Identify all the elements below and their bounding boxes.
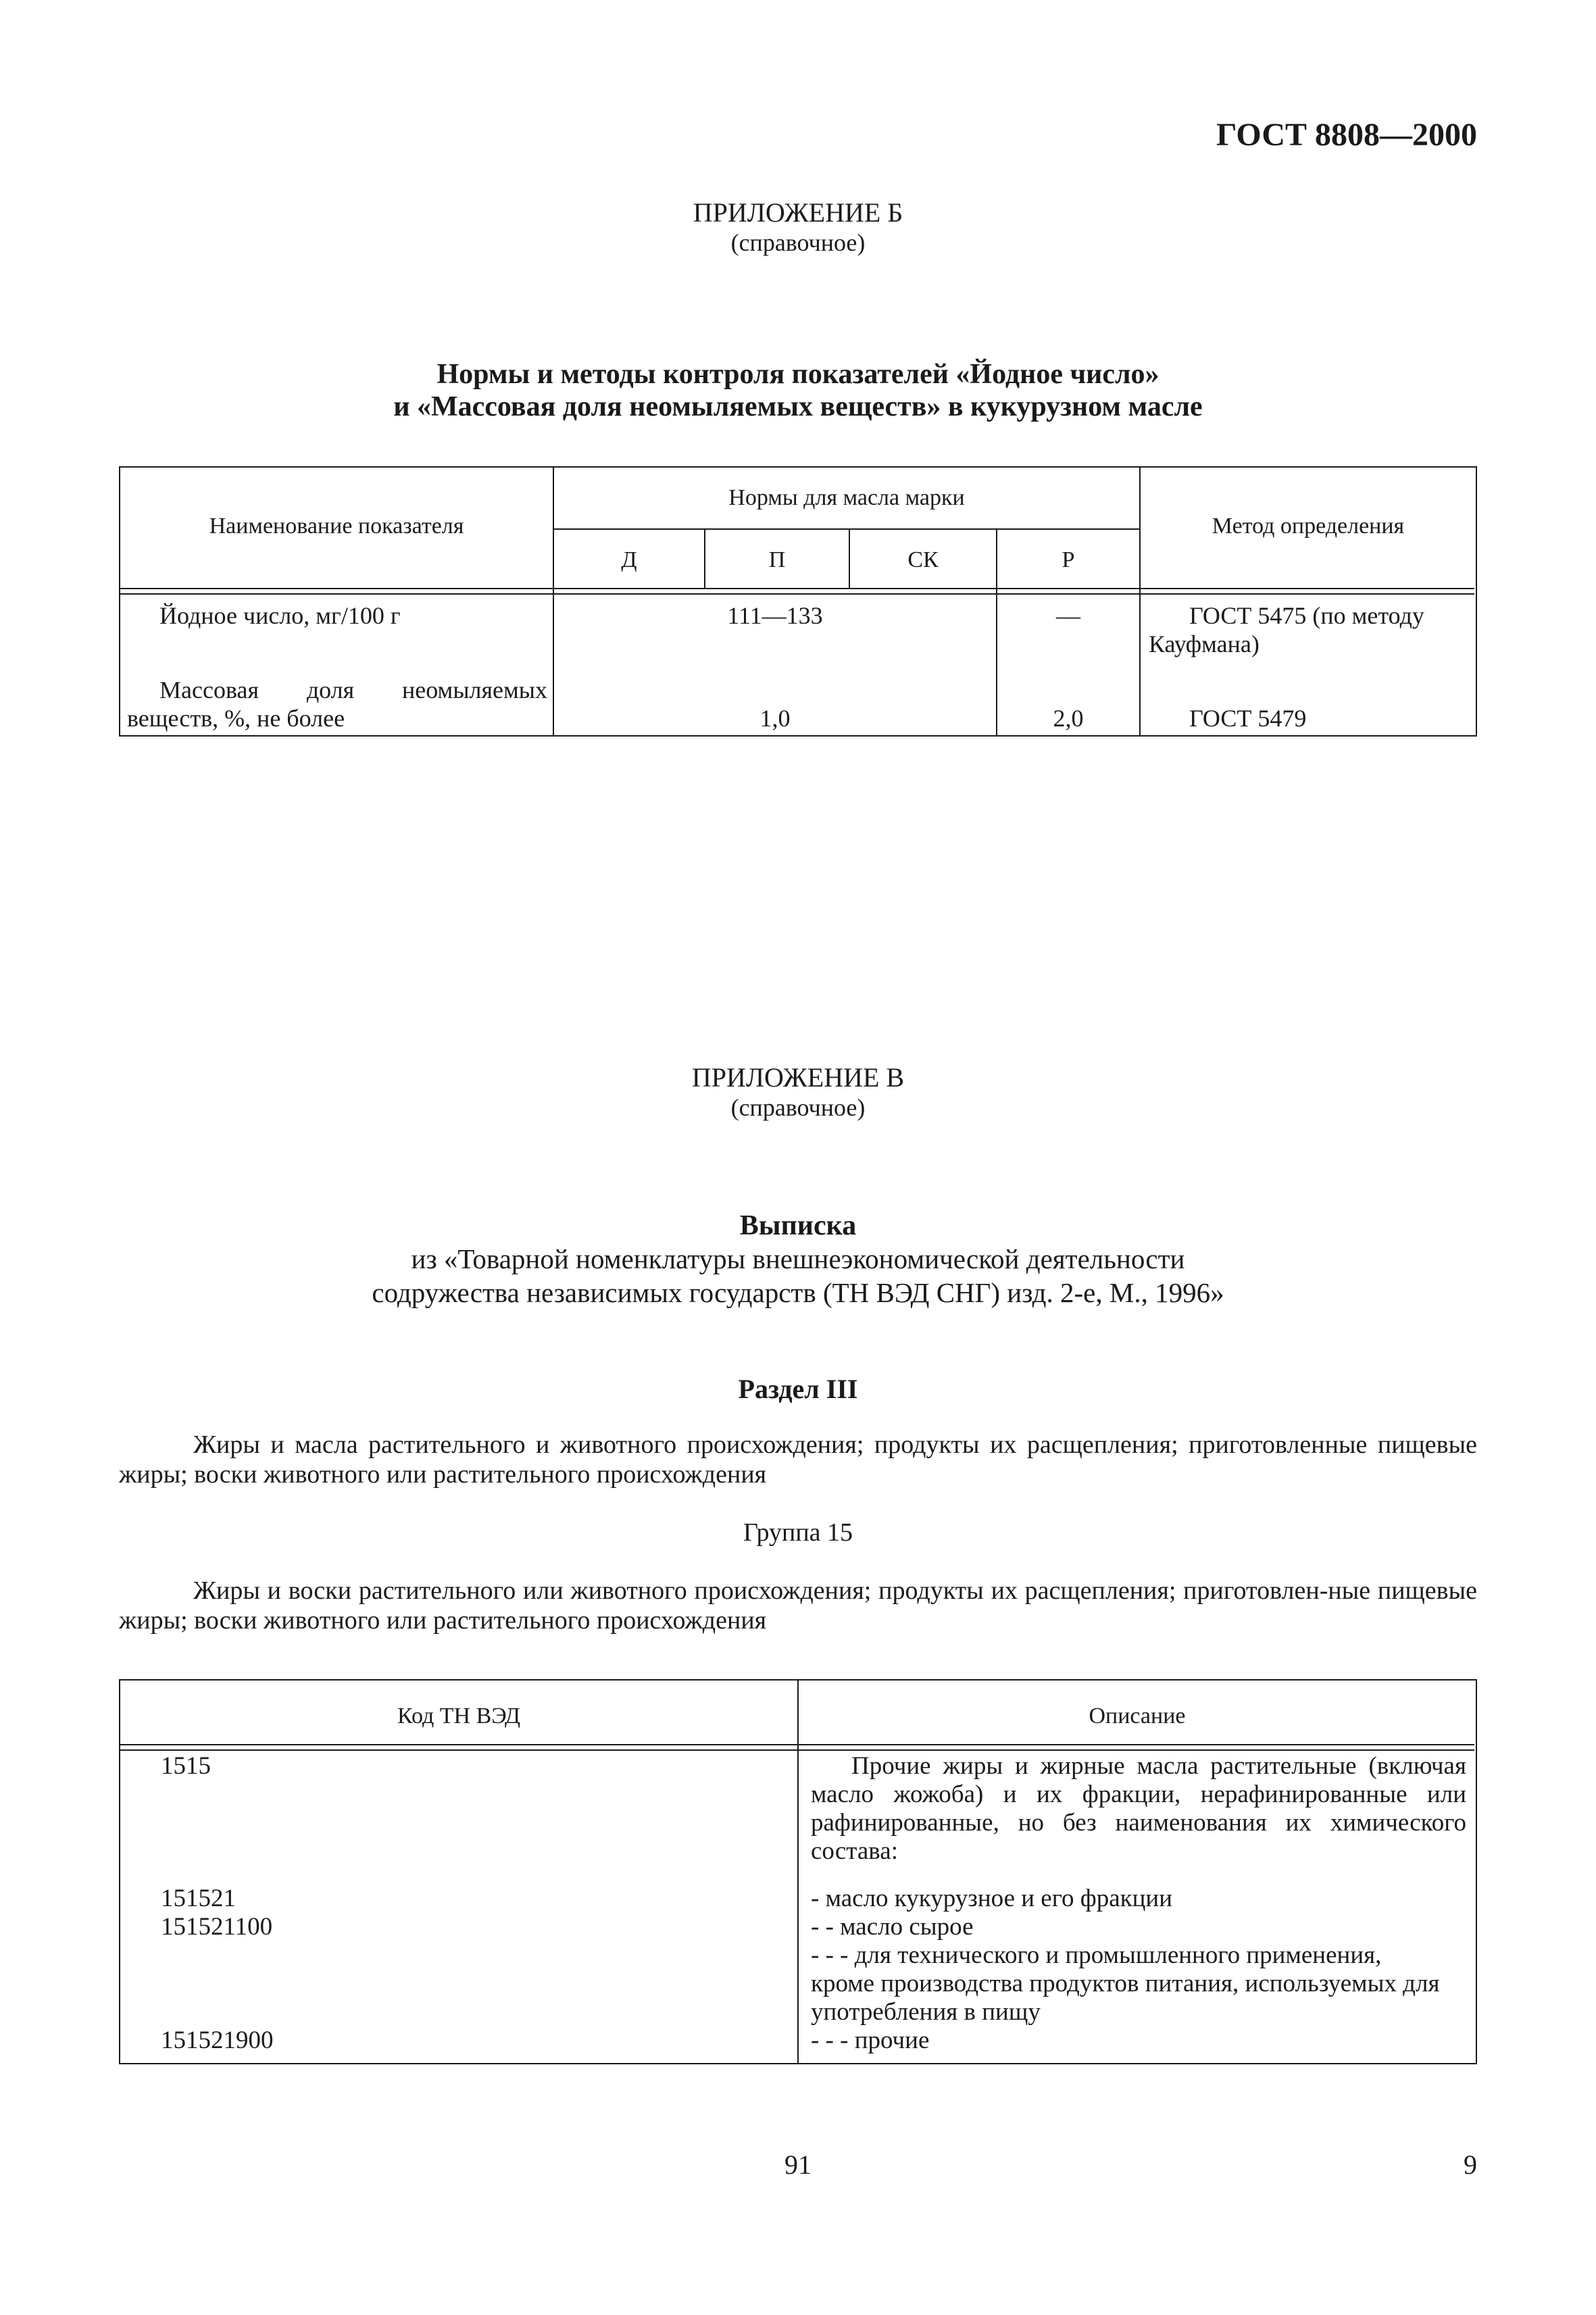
appendix-v-subtitle-line2: содружества независимых государств (ТН ВЭД СНГ) изд. 2-е, М., 1996» [372,1277,1224,1308]
desc-151521: - масло кукурузное и его фракции [811,1885,1173,1912]
desc-1515: Прочие жиры и жирные масла растительные (включая масло жожоба) и их фракции, нерафинированные или рафинированные, но без наименования их химического состава: [811,1752,1466,1865]
desc-151521900: - - - прочие [811,2026,930,2054]
row-unsap-method: ГОСТ 5479 [1189,705,1307,732]
header-method: Метод определения [1212,514,1405,539]
tnved-table [119,1679,1477,2064]
header-indicator-name: Наименование показателя [209,514,464,539]
section-description: Жиры и масла растительного и животного происхождения; продукты их расщепления; приготовленные пищевые жиры; воски животного или растительного происхождения [119,1430,1477,1489]
row-iodine-method: ГОСТ 5475 (по методу Кауфмана) [1149,602,1424,657]
code-151521900: 151521900 [161,2026,274,2054]
desc-151521100: - - масло сырое [811,1913,974,1941]
group-description: Жиры и воски растительного или животного происхождения; продукты их расщепления; приготовлен-ные пищевые жиры; воски животного или растительного происхождения [119,1576,1477,1635]
code-1515: 1515 [161,1752,211,1780]
desc-technical-use: - - - для технического и промышленного применения, кроме производства продуктов питания, используемых для употребления в пищу [811,1941,1440,2026]
appendix-v-type: (справочное) [730,1094,866,1121]
appendix-v-label: ПРИЛОЖЕНИЕ В [691,1062,905,1093]
code-151521: 151521 [161,1885,236,1912]
code-151521100: 151521100 [161,1913,273,1941]
row-unsap-value: 1,0 [759,705,791,732]
row-iodine-value-r: — [1056,602,1080,629]
group-heading: Группа 15 [743,1518,853,1547]
row-unsap-name-line2: веществ, %, не более [127,705,345,732]
appendix-b-label: ПРИЛОЖЕНИЕ Б [693,197,903,228]
row-iodine-value: 111—133 [727,602,823,629]
section-heading: Раздел III [738,1374,858,1404]
header-grade-p: П [768,547,786,572]
appendix-b-title-line1: Нормы и методы контроля показателей «Йодное число» [437,359,1159,390]
norms-table [119,466,1477,737]
header-code: Код ТН ВЭД [397,1703,521,1728]
appendix-v-subtitle-line1: из «Товарной номенклатуры внешнеэкономической деятельности [411,1243,1185,1274]
appendix-v-title: Выписка [739,1210,857,1241]
document-code: ГОСТ 8808—2000 [1216,117,1477,153]
page-number-right: 9 [1464,2149,1477,2180]
row-unsap-value-r: 2,0 [1053,705,1084,732]
row-unsap-name-line1: Массовая доля неомыляемых [159,676,547,703]
header-grade-r: Р [1062,547,1075,572]
header-description: Описание [1089,1703,1186,1728]
header-grade-d: Д [621,547,637,572]
page-number-center: 91 [784,2149,812,2180]
header-grade-sk: СК [907,547,939,572]
appendix-b-title-line2: и «Массовая доля неомыляемых веществ» в кукурузном масле [393,391,1203,422]
appendix-b-type: (справочное) [730,229,866,256]
row-iodine-name: Йодное число, мг/100 г [159,602,401,629]
header-norms: Нормы для масла марки [728,485,965,510]
